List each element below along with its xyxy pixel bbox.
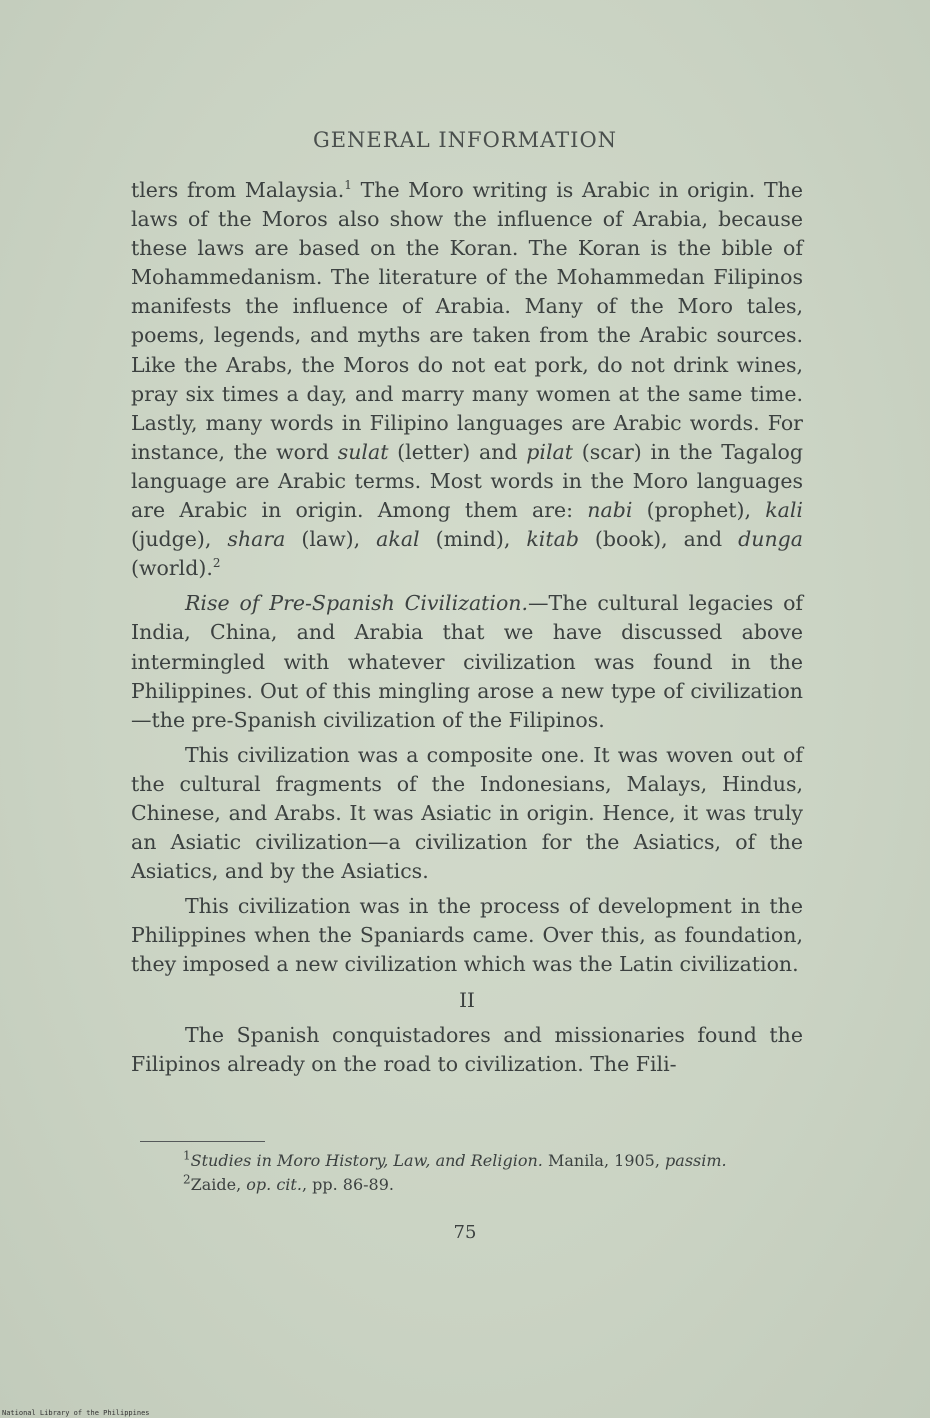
footnote-ref-2: 2 xyxy=(212,556,221,571)
text-run: (prophet), xyxy=(632,498,766,523)
footnote-number: 2 xyxy=(183,1172,191,1187)
term-kali: kali xyxy=(765,498,803,523)
text-run: Manila, 1905, xyxy=(542,1151,666,1170)
term-nabi: nabi xyxy=(587,498,633,523)
footnote-1 xyxy=(138,1150,804,1171)
term-dunga: dunga xyxy=(738,527,803,552)
text-run: (world). xyxy=(131,556,213,581)
term-akal: akal xyxy=(376,527,420,552)
text-run: (judge), xyxy=(131,527,228,552)
text-run: (letter) and xyxy=(388,439,527,464)
term-pilat: pilat xyxy=(526,439,573,464)
body-text xyxy=(131,176,803,1079)
text-run: The Moro writing is Arabic in origin. The laws of the Moros also show the influence of Arabia, because these laws are based on the Koran. The Koran is the bible of Mohammedanism. The literature of the Mohammedan Filipinos manifests the influence of Arabia. Many of the Moro tales, poems, legends, and myths are taken from the Arabic sources. Like the Arabs, the Moros do not eat pork, do not drink wines, pray six times a day, and marry many women at the same time. Lastly, many words in Filipino languages are Arabic words. For instance, the word xyxy=(131,178,803,464)
footnote-2 xyxy=(138,1174,804,1195)
paragraph-2 xyxy=(131,589,803,734)
term-shara: shara xyxy=(227,527,286,552)
library-credit: National Library of the Philippines xyxy=(2,1409,150,1417)
section-number: II xyxy=(459,987,475,1012)
page-number: 75 xyxy=(453,1222,477,1243)
text-run: tlers from Malaysia. xyxy=(131,178,345,202)
section-heading: Rise of Pre-Spanish Civilization. xyxy=(185,591,529,616)
paragraph-3: This civilization was a composite one. It was woven out of the cultural fragments of the Indonesians, Malays, Hindus, Chinese, and Arabs. It was Asiatic in origin. Hence, it was truly an Asiatic civilization—a civilization for the Asiatics, of the Asiatics, and by the Asiatics. xyxy=(131,742,803,884)
text-run: , pp. 86-89. xyxy=(301,1175,394,1194)
text-run: (mind), xyxy=(419,527,527,552)
footnotes xyxy=(138,1150,804,1195)
paragraph-1 xyxy=(131,176,803,583)
term-kitab: kitab xyxy=(526,527,579,552)
text-run: (scar) in the Tagalog language are Arabic terms. Most words in the Moro languages are Arabic in origin. Among them are: xyxy=(131,439,803,523)
footnote-title: Studies in Moro History, Law, and Religion. xyxy=(190,1151,543,1170)
footnote-ref-1: 1 xyxy=(344,178,352,193)
footnote-passim: passim. xyxy=(665,1151,727,1170)
running-head: GENERAL INFORMATION xyxy=(312,128,618,152)
text-run: —The cultural legacies of India, China, and Arabia that we have discussed above intermingled with whatever civilization was found in the Philippines. Out of this mingling arose a new type of civilization—the pre-Spanish civilization of the Filipinos. xyxy=(131,591,804,732)
paragraph-5: The Spanish conquistadores and missionaries found the Filipinos already on the road to civilization. The Fili- xyxy=(131,1022,803,1076)
text-run: (book), and xyxy=(578,527,739,552)
footnote-divider xyxy=(140,1141,265,1142)
footnote-op-cit: op. cit. xyxy=(246,1175,302,1194)
paragraph-4: This civilization was in the process of development in the Philippines when the Spaniards came. Over this, as foundation, they imposed a new civilization which was the Latin civilization. xyxy=(131,894,803,977)
footnote-number: 1 xyxy=(183,1148,191,1163)
text-run: Zaide, xyxy=(190,1175,247,1194)
text-run: (law), xyxy=(285,527,377,552)
term-sulat: sulat xyxy=(337,439,389,464)
